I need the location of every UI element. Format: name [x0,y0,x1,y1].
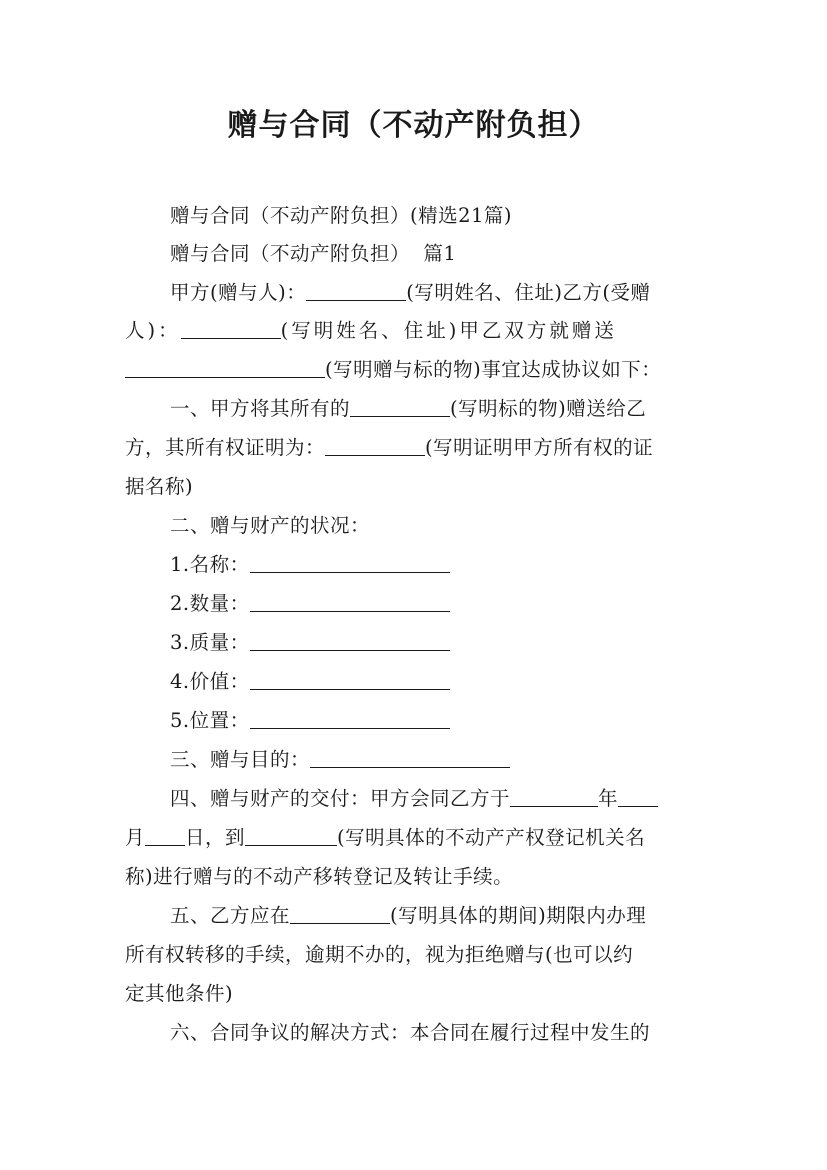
property-item-label: 2.数量： [170,592,250,615]
property-item [170,588,450,616]
intro-text: (写明姓名、住址)乙方(受赠 [406,281,651,304]
clause-1-line-3: 据名称) [125,475,194,498]
year-blank [510,787,598,808]
clause-5-text: (写明具体的期间)期限内办理 [390,904,647,927]
party-a-blank [306,281,406,302]
property-item-blank [250,670,450,691]
day-blank [145,826,185,847]
clause-5-text: 五、乙方应在 [170,904,291,927]
clause-4-text: 月 [125,826,146,849]
intro-line-1 [170,277,651,305]
clause-1-text: 一、甲方将其所有的 [170,397,351,420]
property-item-blank [250,709,450,730]
clause-4-line-1 [170,783,658,811]
clause-1-text: (写明证明甲方所有权的证 [425,436,654,459]
property-item-label: 5.位置： [170,709,250,732]
clause-5-line-2: 所有权转移的手续，逾期不办的，视为拒绝赠与(也可以约 [125,943,634,966]
property-item [170,627,450,655]
intro-text: (写明赠与标的物)事宜达成协议如下： [325,358,662,381]
ownership-proof-blank [325,436,425,457]
property-item-label: 3.质量： [170,631,250,654]
property-item-label: 1.名称： [170,553,250,576]
document-title: 赠与合同（不动产附负担） [227,108,600,143]
intro-line-3 [125,354,661,382]
clause-4-text: 四、赠与财产的交付：甲方会同乙方于 [170,787,511,810]
property-item [170,705,450,733]
property-item-blank [250,631,450,652]
clause-3-line [170,744,510,772]
clause-4-text: (写明具体的不动产产权登记机关名 [337,826,646,849]
intro-text: (写明姓名、住址)甲乙双方就赠送 [280,319,617,342]
month-blank [618,787,658,808]
purpose-blank [310,748,510,769]
clause-4-text: 日，到 [185,826,246,849]
property-item [170,549,450,577]
section-heading: 赠与合同（不动产附负担） 篇1 [170,242,457,265]
clause-1-text: 方，其所有权证明为： [125,436,326,459]
registry-blank [245,826,337,847]
clause-5-line-1 [170,900,646,928]
property-item-blank [250,553,450,574]
property-item-blank [250,592,450,613]
document-subtitle: 赠与合同（不动产附负担）(精选21篇) [170,204,513,227]
intro-line-2 [125,315,617,343]
clause-5-line-3: 定其他条件) [125,982,234,1005]
clause-6-line-1: 六、合同争议的解决方式：本合同在履行过程中发生的 [170,1021,651,1044]
clause-1-line-1 [170,393,646,421]
clause-2-heading: 二、赠与财产的状况： [170,514,371,537]
clause-1-text: (写明标的物)赠送给乙 [450,397,647,420]
property-item [170,666,450,694]
object-blank [350,397,450,418]
period-blank [290,904,390,925]
clause-4-line-2 [125,822,645,850]
clause-4-line-3: 称)进行赠与的不动产移转登记及转让手续。 [125,865,514,888]
party-a-label: 甲方(赠与人)： [170,281,307,304]
clause-3-label: 三、赠与目的： [170,748,311,771]
clause-1-line-2 [125,432,653,460]
property-item-label: 4.价值： [170,670,250,693]
gift-object-blank [125,358,325,379]
party-b-blank [181,319,281,340]
clause-4-text: 年 [598,787,619,810]
party-b-label: 人)： [125,319,181,342]
